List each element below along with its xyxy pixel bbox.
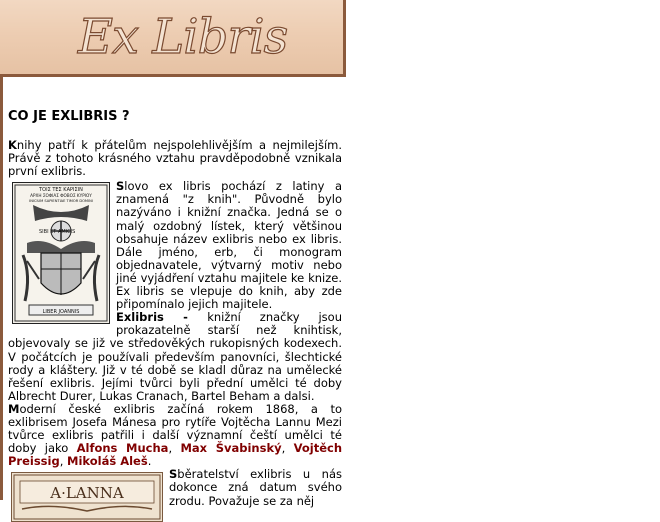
artist-link-ales[interactable]: Mikoláš Aleš bbox=[67, 454, 148, 469]
page-heading: CO JE EXLIBRIS ? bbox=[8, 109, 130, 124]
image1-top-text: ΤΟΙΣ ΤΕΣ ΚΑΡΙΣΙΝ bbox=[39, 187, 83, 194]
history-paragraph bbox=[8, 311, 342, 403]
para1-text: lovo ex libris pochází z latiny a znamená "z knih". Původně bylo nazýváno i knižní značka. Jedná se o malý ozdobný lístek, který většinou obsahuje název exlibris nebo ex libris. Dále jméno, erb, či monogram objednavatele, výtvarný motiv nebo jiné vyjádření vztahu majitele ke knize. Ex libris se vlepuje do knih, aby zde připomínalo jejich majitele. bbox=[116, 179, 342, 312]
period: . bbox=[147, 454, 152, 469]
banner bbox=[0, 0, 346, 77]
image2-text: A·LANNA bbox=[50, 484, 124, 503]
para1-initial: S bbox=[116, 179, 125, 194]
separator: , bbox=[59, 454, 68, 469]
intro-text: nihy patří k přátelům nejspolehlivějším a nejmilejším. Právě z tohoto krásného vztahu pravděpodobně vznikala první exlibris. bbox=[8, 138, 342, 179]
intro-initial: K bbox=[8, 138, 17, 152]
exlibris-image-coat-of-arms bbox=[12, 182, 110, 324]
para3-text: oderní české exlibris začíná rokem 1868, a to exlibrisem Josefa Mánesa pro rytíře Vojtěcha Lannu Mezi tvůrce exlibris patřili i další významní čeští umělci té doby jako bbox=[8, 401, 342, 456]
para2-bold: xlibris - bbox=[123, 310, 208, 325]
main-content bbox=[8, 108, 342, 522]
para2-text: knižní značky jsou prokazatelně starší než knihtisk, objevovaly se již ve středověkých rukopisných kodexech. V počátcích je používali především panovníci, šlechtické rody a kláštery. Již v té době se kladl důraz na umělecké řešení exlibris. Jejími tvůrci byli přední umělci té doby Albrecht Durer, Lukas Cranach, Bartel Beham a dalsi. bbox=[8, 310, 342, 403]
left-border bbox=[0, 77, 3, 500]
image1-line2: ΑΡΧΗ ΣΟΦΙΑΣ ΦΟΒΟΣ ΚΥΡΙΟΥ bbox=[30, 193, 92, 199]
exlibris-image-lanna bbox=[11, 472, 163, 522]
image1-mid-text: SIBI ET AMICIS bbox=[39, 229, 76, 236]
artist-link-preissig[interactable]: Vojtěch Preissig bbox=[8, 441, 343, 469]
image1-bottom-text: LIBER JOANNIS bbox=[42, 309, 80, 316]
modern-paragraph bbox=[8, 403, 342, 468]
para4-text: běratelství exlibris u nás dokonce zná datum svého zrodu. Považuje se za něj bbox=[169, 467, 342, 508]
separator: , bbox=[281, 441, 294, 456]
separator: , bbox=[168, 441, 181, 456]
banner-title: Ex Libris bbox=[78, 9, 288, 65]
image1-line3: INICIUM SAPIENTIAE TIMOR DOMINI bbox=[29, 199, 93, 204]
artist-link-svabinsky[interactable]: Max Švabinský bbox=[180, 441, 282, 456]
intro-paragraph bbox=[8, 139, 342, 178]
para3-initial: M bbox=[8, 401, 20, 416]
para4-initial: S bbox=[169, 467, 178, 482]
artist-link-mucha[interactable]: Alfons Mucha bbox=[76, 441, 169, 456]
para2-initial: E bbox=[116, 310, 124, 325]
